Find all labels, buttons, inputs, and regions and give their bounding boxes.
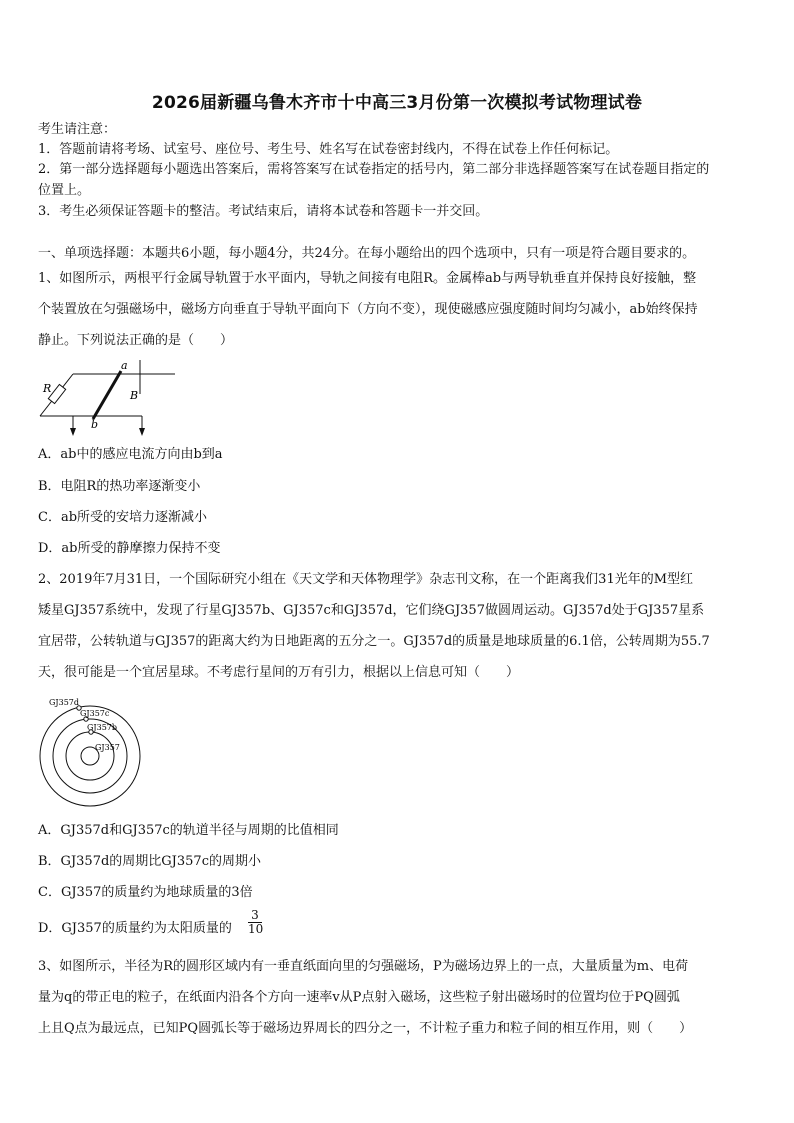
- q2-line-1: 2、2019年7月31日，一个国际研究小组在《天文学和天体物理学》杂志刊文称，在一个距离我们31光年的M型红: [38, 572, 694, 587]
- q2-option-c: C．GJ357的质量约为地球质量的3倍: [38, 885, 253, 900]
- notice-heading: 考生请注意：: [38, 122, 117, 137]
- q2-option-b: B．GJ357d的周期比GJ357c的周期小: [38, 854, 261, 869]
- fraction-numerator: 3: [248, 909, 262, 923]
- q1-rail-figure: [30, 356, 190, 438]
- q2-option-a: A．GJ357d和GJ357c的轨道半径与周期的比值相同: [38, 823, 339, 838]
- fraction-denominator: 10: [248, 922, 264, 936]
- page-title: 2026届新疆乌鲁木齐市十中高三3月份第一次模拟考试物理试卷: [151, 93, 643, 113]
- q1-option-d: D．ab所受的静摩擦力保持不变: [38, 541, 221, 556]
- label-B: B: [130, 389, 139, 402]
- label-gj357: GJ357: [95, 743, 120, 752]
- q1-option-b: B．电阻R的热功率逐渐变小: [38, 479, 201, 494]
- label-a: a: [121, 359, 128, 372]
- q2-option-d-fraction: [248, 909, 262, 936]
- q1-line-2: 个装置放在匀强磁场中，磁场方向垂直于导轨平面向下（方向不变），现使磁感应强度随时间均匀减小，ab始终保持: [38, 302, 698, 317]
- q2-line-4: 天，很可能是一个宜居星球。不考虑行星间的万有引力，根据以上信息可知（ ）: [38, 665, 520, 680]
- label-gj357d: GJ357d: [49, 698, 79, 707]
- q2-orbit-figure: [36, 694, 146, 814]
- notice-item-2-cont: 位置上。: [38, 183, 91, 198]
- notice-item-3: 3．考生必须保证答题卡的整洁。考试结束后，请将本试卷和答题卡一并交回。: [38, 204, 489, 219]
- label-gj357b: GJ357b: [87, 723, 117, 732]
- q1-option-a: A．ab中的感应电流方向由b到a: [38, 447, 223, 462]
- label-R: R: [43, 382, 52, 395]
- q1-line-3: 静止。下列说法正确的是（ ）: [38, 333, 234, 348]
- label-b: b: [91, 418, 99, 431]
- label-gj357c: GJ357c: [80, 709, 110, 718]
- notice-item-1: 1．答题前请将考场、试室号、座位号、考生号、姓名写在试卷密封线内，不得在试卷上作任何标记。: [38, 142, 619, 157]
- section-heading: 一、单项选择题：本题共6小题，每小题4分，共24分。在每小题给出的四个选项中，只有一项是符合题目要求的。: [38, 246, 696, 261]
- q1-option-c: C．ab所受的安培力逐渐减小: [38, 510, 208, 525]
- notice-item-2: 2．第一部分选择题每小题选出答案后，需将答案写在试卷指定的括号内，第二部分非选择题答案写在试卷题目指定的: [38, 162, 710, 177]
- q3-line-1: 3、如图所示，半径为R的圆形区域内有一垂直纸面向里的匀强磁场，P为磁场边界上的一点，大量质量为m、电荷: [38, 959, 689, 974]
- q2-line-2: 矮星GJ357系统中，发现了行星GJ357b、GJ357c和GJ357d，它们绕GJ357做圆周运动。GJ357d处于GJ357星系: [38, 603, 705, 618]
- q1-line-1: 1、如图所示，两根平行金属导轨置于水平面内，导轨之间接有电阻R。金属棒ab与两导轨垂直并保持良好接触，整: [38, 271, 697, 286]
- q3-line-2: 量为q的带正电的粒子，在纸面内沿各个方向一速率v从P点射入磁场，这些粒子射出磁场时的位置均位于PQ圆弧: [38, 990, 680, 1005]
- q3-line-3: 上且Q点为最远点，已知PQ圆弧长等于磁场边界周长的四分之一，不计粒子重力和粒子间的相互作用，则（ ）: [38, 1021, 693, 1036]
- q2-line-3: 宜居带，公转轨道与GJ357的距离大约为日地距离的五分之一。GJ357d的质量是地球质量的6.1倍，公转周期为55.7: [38, 634, 710, 649]
- q2-option-d: D．GJ357的质量约为太阳质量的: [38, 921, 232, 936]
